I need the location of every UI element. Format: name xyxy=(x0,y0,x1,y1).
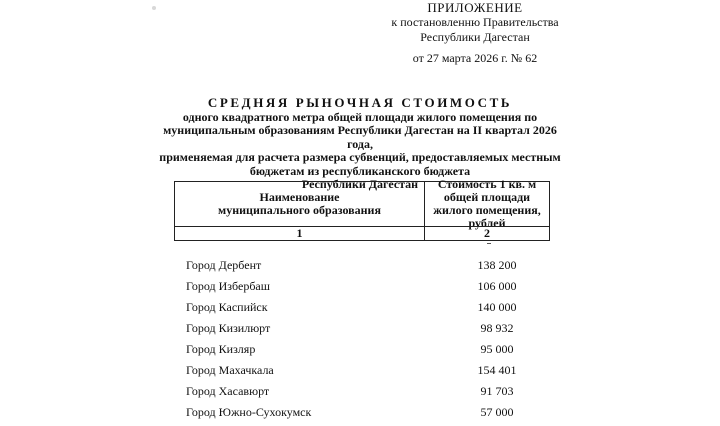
title-line-1: одного квадратного метра общей площади жилого помещения по xyxy=(182,109,538,124)
appendix-date: от 27 марта 2026 г. № 62 xyxy=(412,51,538,65)
table-row xyxy=(186,405,526,426)
municipality-name: Город Кизилюрт xyxy=(186,321,271,335)
municipality-name: Город Дербент xyxy=(186,258,262,272)
title-line-4: бюджетам из республиканского бюджета xyxy=(249,163,471,178)
appendix-header xyxy=(370,0,580,66)
appendix-line-1: к постановленню Правительства xyxy=(391,15,559,29)
cost-value: 140 000 xyxy=(477,300,517,314)
appendix-line-2: Республики Дагестан xyxy=(420,30,530,44)
cost-value: 138 200 xyxy=(477,258,517,272)
column-header-cost xyxy=(425,177,549,230)
cost-value: 91 703 xyxy=(480,384,514,398)
column-number-1: 1 xyxy=(175,226,425,240)
municipality-name: Город Кизляр xyxy=(186,342,256,356)
municipality-name: Город Избербаш xyxy=(186,279,270,293)
municipality-name: Город Махачкала xyxy=(186,363,274,377)
column-header-cost-text: Стоимость 1 кв. м общей площади жилого помещения, рублей xyxy=(433,177,541,230)
table-row xyxy=(186,258,526,279)
cost-value: 98 932 xyxy=(480,321,514,335)
municipality-name: Город Каспийск xyxy=(186,300,268,314)
cost-value: 57 000 xyxy=(480,405,514,419)
table-row xyxy=(186,300,526,321)
table-row xyxy=(186,384,526,405)
column-header-name xyxy=(175,182,425,226)
title-main: СРЕДНЯЯ РЫНОЧНАЯ СТОИМОСТЬ xyxy=(207,95,513,110)
title-line-2: муниципальным образованиям Республики Дагестан на II квартал 2026 года, xyxy=(163,123,557,151)
appendix-heading: ПРИЛОЖЕНИЕ xyxy=(427,0,523,15)
title-line-5: Республики Дагестан xyxy=(301,177,419,191)
table-header xyxy=(174,177,550,241)
title-line-3: применяемая для расчета размера субвенций, предоставляемых местным xyxy=(159,150,561,164)
table-row xyxy=(186,342,526,363)
table-row xyxy=(186,279,526,300)
dash-mark xyxy=(487,243,491,244)
column-number-2: 2 xyxy=(425,226,549,240)
scan-speck xyxy=(152,6,156,10)
cost-value: 106 000 xyxy=(477,279,517,293)
municipality-name: Город Хасавюрт xyxy=(186,384,270,398)
table-body xyxy=(186,258,526,426)
cost-value: 154 401 xyxy=(477,363,517,377)
table-row xyxy=(186,321,526,342)
table-row xyxy=(186,363,526,384)
municipality-name: Город Южно-Сухокумск xyxy=(186,405,312,419)
column-header-name-text: Наименование муниципального образования xyxy=(218,190,381,217)
cost-value: 95 000 xyxy=(480,342,514,356)
